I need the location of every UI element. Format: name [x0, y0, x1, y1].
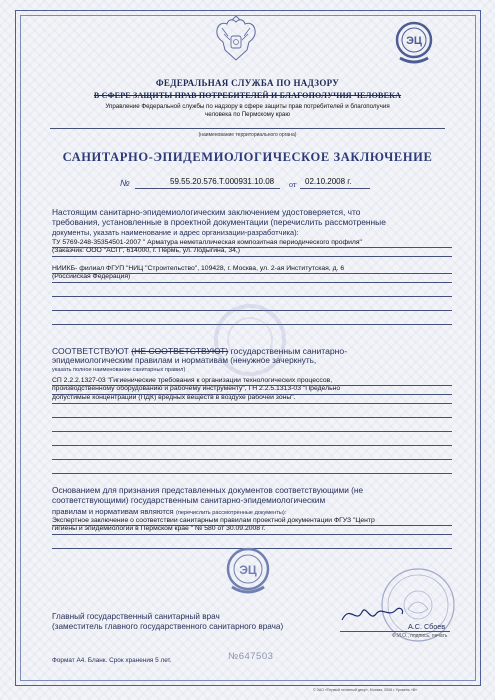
section3-line2: соответствующими) государственным санитарно-эпидемиологическим	[52, 495, 326, 506]
emblem-mark: ЭЦ	[406, 35, 422, 47]
section1-rule4	[52, 282, 452, 283]
territorial-body	[30, 103, 465, 119]
section2-fill3: допустимые концентрации (ПДК) вредных веществ в воздухе рабочей зоны".	[52, 393, 296, 401]
section1-line2: требования, установленные в проектной документации (перечислить рассмотренные	[52, 217, 386, 228]
printer-credit: © ЗАО «Первый печатный двор», Москва, 2008 г. Уровень «В»	[313, 688, 418, 692]
territorial-body-line2: человека по Пермскому краю	[204, 111, 290, 118]
section2-rule4	[52, 417, 452, 418]
document-title: САНИТАРНО-ЭПИДЕМИОЛОГИЧЕСКОЕ ЗАКЛЮЧЕНИЕ	[62, 150, 433, 164]
section2-line2: эпидемиологическим правилам и нормативам (ненужное зачеркнуть,	[52, 356, 317, 366]
section2-rule6	[52, 445, 452, 446]
document-date: 02.10.2008 г.	[305, 177, 352, 186]
section2-rule3	[52, 403, 452, 404]
signatory-role-line2: (заместитель главного государственного санитарного врача)	[52, 622, 284, 632]
section3-rule2	[52, 534, 452, 535]
signature-caption: Ф.И.О., подпись, печать	[392, 633, 448, 639]
signatory-name: А.С. Сбоев	[408, 622, 446, 631]
section3-line3: правилам и нормативам являются	[52, 506, 174, 516]
agency-subtitle: В СФЕРЕ ЗАЩИТЫ ПРАВ ПОТРЕБИТЕЛЕЙ И БЛАГОПОЛУЧИЯ ЧЕЛОВЕКА	[93, 91, 402, 100]
section2-fill1: СП 2.2.2.1327-03 "Гигиенические требования к организации технологических процессов,	[52, 377, 333, 384]
section1-line1: Настоящим санитарно-эпидемиологическим заключением удостоверяется, что	[52, 207, 361, 217]
section2-rule1	[52, 385, 452, 386]
section2-rule7	[52, 459, 452, 460]
number-rule	[135, 188, 280, 189]
section1-rule1	[52, 247, 452, 248]
signature-rule	[340, 631, 450, 632]
section2-fill	[52, 377, 457, 402]
section2-rule8	[52, 473, 452, 474]
section3-rule1	[52, 525, 452, 526]
section2-line3: указать полное наименование санитарных правил)	[52, 366, 186, 373]
not-conform-word: (НЕ СООТВЕТСТВУЮТ)	[131, 346, 229, 356]
section2-rule2	[52, 394, 452, 395]
section3-line3-note: (перечислить рассмотренные документы):	[175, 509, 287, 516]
date-label: от	[289, 180, 297, 189]
territorial-body-caption: (наименование территориального органа)	[198, 132, 297, 138]
section3-fill1: Экспертное заключение о соответствии санитарным правилам проектной документации ФГУЗ "Центр	[52, 517, 375, 524]
signatory-role-line1: Главный государственный санитарный врач	[52, 612, 220, 621]
form-format-note: Формат А4. Бланк. Срок хранения 5 лет.	[52, 657, 172, 664]
section-basis	[52, 485, 457, 517]
section1-fill2: (Заказчик: ООО "АСП", 614000, г. Пермь, ул. Лодыгина, 34,)	[52, 247, 241, 255]
territorial-body-line1: Управление Федеральной службы по надзору в сфере защиты прав потребителей и благополучия	[105, 103, 390, 110]
document-number: 59.55.20.576.Т.000931.10.08	[170, 177, 275, 186]
blank-serial-number: №647503	[228, 651, 274, 662]
section1-fill4: (Российская Федерация)	[52, 273, 131, 281]
section1-fill3: НИИКБ- филиал ФГУП "НИЦ "Строительство", 109428, г. Москва, ул. 2-ая Институтская, д. 6	[52, 265, 345, 272]
handwritten-signature-icon	[338, 600, 408, 628]
sanitary-emblem-icon	[394, 20, 434, 66]
number-label: №	[120, 178, 130, 188]
section2-fill2: производственному оборудованию и рабочему инструменту", ГН 2.2.5.1313-03 "Предельно	[52, 385, 341, 393]
coat-of-arms-icon	[214, 16, 258, 64]
stamp-mark: ЭЦ	[239, 563, 257, 577]
section-certifies	[52, 207, 452, 238]
round-stamp-icon	[224, 545, 272, 597]
section2-line1-rest: государственным санитарно-	[230, 346, 348, 356]
section3-fill2: гигиены и эпидемиологии в Пермском крае " № 580 от 30.09.2008 г.	[52, 525, 266, 533]
section2-rule5	[52, 431, 452, 432]
date-rule	[300, 188, 370, 189]
section1-rule3	[52, 273, 452, 274]
agency-title: ФЕДЕРАЛЬНАЯ СЛУЖБА ПО НАДЗОРУ	[155, 78, 340, 88]
conform-word: СООТВЕТСТВУЮТ	[52, 346, 129, 356]
section3-line1: Основанием для признания представленных документов соответствующими (не	[52, 485, 364, 495]
territorial-body-rule	[50, 128, 445, 129]
signatory-role	[52, 612, 352, 633]
section1-rule5	[52, 296, 452, 297]
section1-fill1: ТУ 5769-248-35354501-2007 " Арматура неметаллическая композитная периодического профиля"	[52, 239, 362, 246]
section1-rule2	[52, 256, 452, 257]
section-conformity	[52, 346, 457, 374]
section1-line3: документы, указать наименование и адрес организации-разработчика):	[52, 227, 299, 237]
